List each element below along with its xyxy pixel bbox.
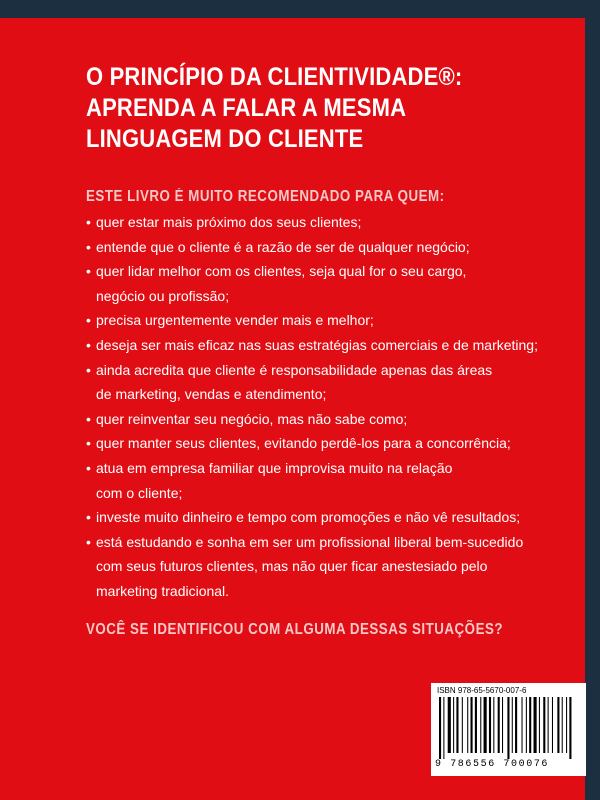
bullet-icon: •	[86, 435, 91, 452]
barcode-bar	[498, 697, 500, 753]
barcode-bar	[552, 697, 553, 753]
barcode-bar	[529, 697, 531, 753]
list-item-text: está estudando e sonha em ser um profissional liberal bem-sucedido	[96, 533, 524, 550]
barcode-bar	[566, 697, 567, 753]
barcode-bar	[526, 697, 527, 753]
barcode-bar	[489, 697, 491, 753]
barcode-bar	[439, 697, 441, 759]
barcode-bar	[534, 697, 537, 753]
bullet-icon: •	[86, 533, 91, 550]
bullet-icon: •	[86, 312, 91, 329]
barcode-bar	[562, 697, 563, 753]
list-item-text: investe muito dinheiro e tempo com promoções e não vê resultados;	[96, 509, 521, 526]
list-item-text: quer manter seus clientes, evitando perdê-los para a concorrência;	[96, 435, 511, 452]
barcode-bar	[522, 697, 523, 753]
barcode-bar	[493, 697, 494, 753]
list-item-text: precisa urgentemente vender mais e melhor;	[96, 312, 374, 329]
barcode-bar	[515, 697, 517, 753]
bullet-icon: •	[86, 410, 91, 427]
list-item-text: marketing tradicional.	[96, 582, 230, 599]
barcode-bar	[453, 697, 454, 753]
title-line-3: LINGUAGEM DO CLIENTE	[86, 125, 364, 153]
barcode-bar	[480, 697, 481, 753]
bullet-icon: •	[86, 214, 91, 230]
list-item-text: negócio ou profissão;	[96, 287, 230, 304]
barcode-label	[431, 683, 586, 776]
bullet-icon: •	[86, 509, 91, 526]
list-item-text: quer lidar melhor com os clientes, seja qual for o seu cargo,	[96, 263, 467, 280]
barcode-bar	[475, 697, 477, 753]
barcode-bar	[539, 697, 540, 753]
barcode-bar	[502, 697, 503, 753]
barcode-bar	[484, 697, 487, 753]
barcode-bars	[439, 697, 579, 759]
list-item-text: atua em empresa familiar que improvisa muito na relação	[96, 460, 453, 476]
barcode-bar	[512, 697, 513, 753]
barcode-bar	[467, 697, 468, 753]
barcode-bar	[569, 697, 571, 759]
barcode-bar	[557, 697, 559, 753]
list-item-text: deseja ser mais eficaz nas suas estratégias comerciais e de marketing;	[96, 337, 538, 353]
list-item-text: de marketing, vendas e atendimento;	[96, 386, 327, 403]
bullet-icon: •	[86, 361, 91, 378]
list-item-text: ainda acredita que cliente é responsabilidade apenas das áreas	[96, 361, 493, 378]
barcode-bar	[443, 697, 444, 759]
title-line-1: O PRINCÍPIO DA CLIENTIVIDADE®:	[86, 63, 463, 91]
list-item-text: entende que o cliente é a razão de ser de qualquer negócio;	[96, 238, 470, 255]
list-item-text: com seus futuros clientes, mas não quer ficar anestesiado pelo	[96, 558, 488, 575]
list-item-text: com o cliente;	[96, 484, 183, 501]
barcode-bar	[543, 697, 545, 753]
bullet-icon: •	[86, 337, 91, 353]
bullet-icon: •	[86, 460, 91, 476]
isbn-text: ISBN 978-65-5670-007-6	[437, 686, 527, 695]
bullet-icon: •	[86, 263, 91, 280]
title-line-2: APRENDA A FALAR A MESMA	[86, 94, 407, 122]
closing-question: VOCÊ SE IDENTIFICOU COM ALGUMA DESSAS SITUAÇÕES?	[86, 621, 504, 638]
barcode-bar	[448, 697, 451, 753]
barcode-number: 9 786556 700076	[435, 759, 550, 770]
barcode-bar	[471, 697, 473, 753]
barcode-bar	[507, 697, 509, 759]
bullet-icon: •	[86, 238, 91, 255]
list-item-text: quer reinventar seu negócio, mas não sabe como;	[96, 410, 408, 427]
barcode-bar	[548, 697, 549, 753]
barcode-bar	[462, 697, 463, 753]
list-item-text: quer estar mais próximo dos seus clientes;	[96, 214, 362, 230]
recommendation-heading: ESTE LIVRO É MUITO RECOMENDADO PARA QUEM:	[86, 188, 445, 205]
barcode-bar	[456, 697, 458, 753]
